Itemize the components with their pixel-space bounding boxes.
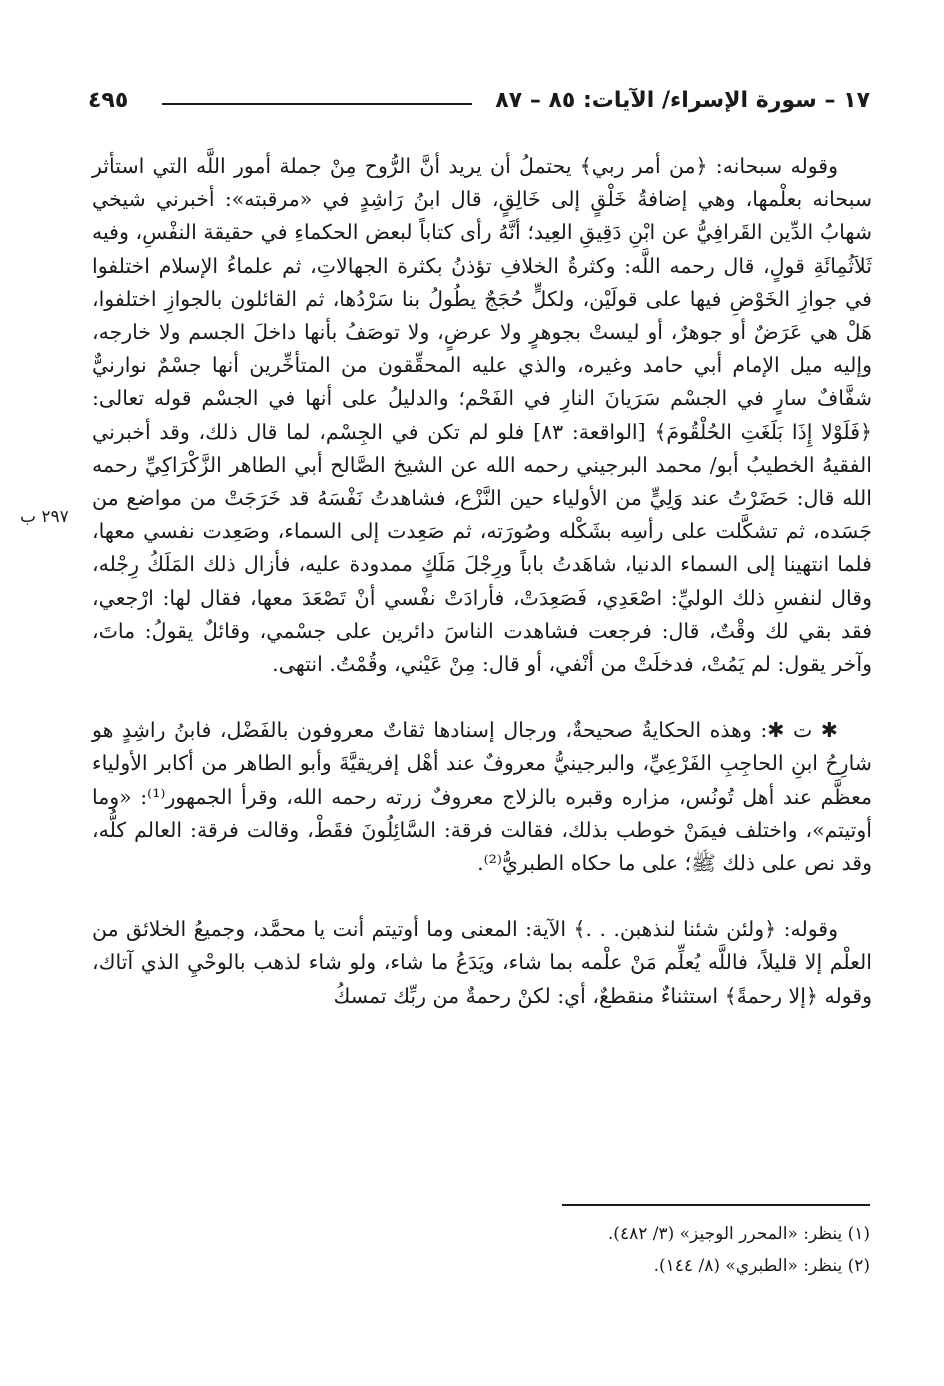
running-title: ١٧ – سورة الإسراء/ الآيات: ٨٥ – ٨٧: [495, 88, 870, 113]
running-header: [88, 88, 870, 122]
footnote-separator: [562, 1204, 870, 1206]
paragraph: وقوله: ﴿ولئن شئنا لنذهبن. . .﴾ الآية: المعنى وما أوتيتم أنت يا محمَّد، وجميعُ الخلائق من العلْم إلا قليلاً، فاللَّه يُعلِّم مَنْ علْمه بما شاء، ويَدَعُ ما شاء، ولو شاء لذهب بالوحْيِ الذي آتاك، وقوله ﴿إلا رحمةً﴾ استثناءٌ منقطعٌ، أي: لكنْ رحمةٌ من ربِّك تمسكُ: [92, 917, 872, 1008]
main-text: [92, 150, 872, 1013]
paragraph: وقوله سبحانه: ﴿من أمر ربي﴾ يحتملُ أن يريد أنَّ الرُّوح مِنْ جملة أمور اللَّه التي استأثر سبحانه بعلْمها، وهي إضافةُ خَلْقٍ إلى خَالِقٍ، قال ابنُ رَاشِدٍ في «مرقبته»: أخبرني شيخي شهابُ الدِّين القَرافِيُّ عن ابْنِ دَقِيقِ العِيد؛ أنَّهُ رأى كتاباً لبعض الحكماءِ في حقيقة النفْسِ، وفيه ثَلاَثُمِائَةِ قولٍ، قال رحمه اللَّه: وكثرةُ الخلافِ تؤذنُ بكثرة الجهالاتِ، ثم علماءُ الإسلام اختلفوا في جوازِ الخَوْضِ فيها على قولَيْن، ولكلٍّ حُجَجٌ يطُولُ بنا سَرْدُها، ثم القائلون بالجوازِ اختلفوا، هَلْ هي عَرَضٌ أو جوهرٌ، أو ليستْ بجوهرٍ ولا عرضٍ، ولا توصَفُ بأنها داخلَ الجسم ولا خارجه، وإليه ميل الإمام أبي حامد وغيره، والذي عليه المحقِّقون من المتأخِّرين أنها جسْمٌ نوارنيٌّ شفَّافٌ سارٍ في الجسْم سَرَيانَ النارِ في الفَحْم؛ والدليلُ على أنها في الجسْم قوله تعالى: ﴿فَلَوْلا إِذَا بَلَغَتِ الحُلْقُومَ﴾ [الواقعة: ٨٣] فلو لم تكن في الجِسْم، لما قال ذلك، وقد أخبرني الفقيهُ الخطيبُ أبو/ محمد البرجيني رحمه الله عن الشيخ الصَّالح أبي الطاهر الزَّكْرَاكِيِّ رحمه الله قال: حَضَرْتُ عند وَلِيٍّ من الأولياء حين النَّزْع، فشاهدتُ نَفْسَهُ قد خَرَجَتْ من مواضع من جَسَده، ثم تشكَّلت على رأسِه بشَكْله وصُورَته، ثم صَعِدت إلى السماء، وصَعِدت نفسي معها، فلما انتهينا إلى السماء الدنيا، شاهَدتُ باباً ورِجْلَ مَلَكٍ ممدودة عليه، فأزال ذلك المَلَكُ رِجْله، وقال لنفسِ ذلك الوليِّ: اصْعَدِي، فَصَعِدَتْ، فأرادَتْ نفْسي أنْ تَصْعَدَ معها، فقال لها: ارْجعي، فقد بقي لك وقْتٌ، قال: فرجعت فشاهدت الناسَ دائرين على جسْمي، وقائلٌ يقولُ: ماتَ، وآخر يقول: لم يَمُتْ، فدخلَتْ من أنْفي، أو قال: مِنْ عَيْني، وقُمْتُ. انتهى.: [92, 154, 873, 677]
footnote: (٢) ينظر: «الطبري» (٨/ ١٤٤).: [653, 1256, 870, 1276]
header-rule: [162, 103, 472, 105]
page-number: ٤٩٥: [88, 88, 129, 113]
footnote: (١) ينظر: «المحرر الوجيز» (٣/ ٤٨٢).: [607, 1224, 870, 1244]
manuscript-folio-note: ٢٩٧ ب: [20, 507, 69, 527]
footnotes: [300, 1218, 870, 1282]
paragraph: ✱ ت ✱: وهذه الحكايةُ صحيحةٌ، ورجال إسنادها ثقاتٌ معروفون بالفَضْل، فابنُ راشِدٍ هو شارِحُ ابنِ الحاجِبِ الفَرْعِيِّ، والبرجينيُّ معروفٌ عند أهْل إفريقيَّةَ وأبو الطاهر من أكابر الأولياء معظَّم عند أهل تُونُس، مزاره وقبره بالزلاج معروفٌ زرته رحمه الله، وقرأ الجمهور⁽¹⁾: «وما أوتيتم»، واختلف فيمَنْ خوطب بذلك، فقالت فرقة: السَّائِلُونَ فقَطْ، وقالت فرقة: العالم كلُّه، وقد نص على ذلك ﷺ؛ على ما حكاه الطبريُّ⁽²⁾.: [92, 718, 872, 876]
